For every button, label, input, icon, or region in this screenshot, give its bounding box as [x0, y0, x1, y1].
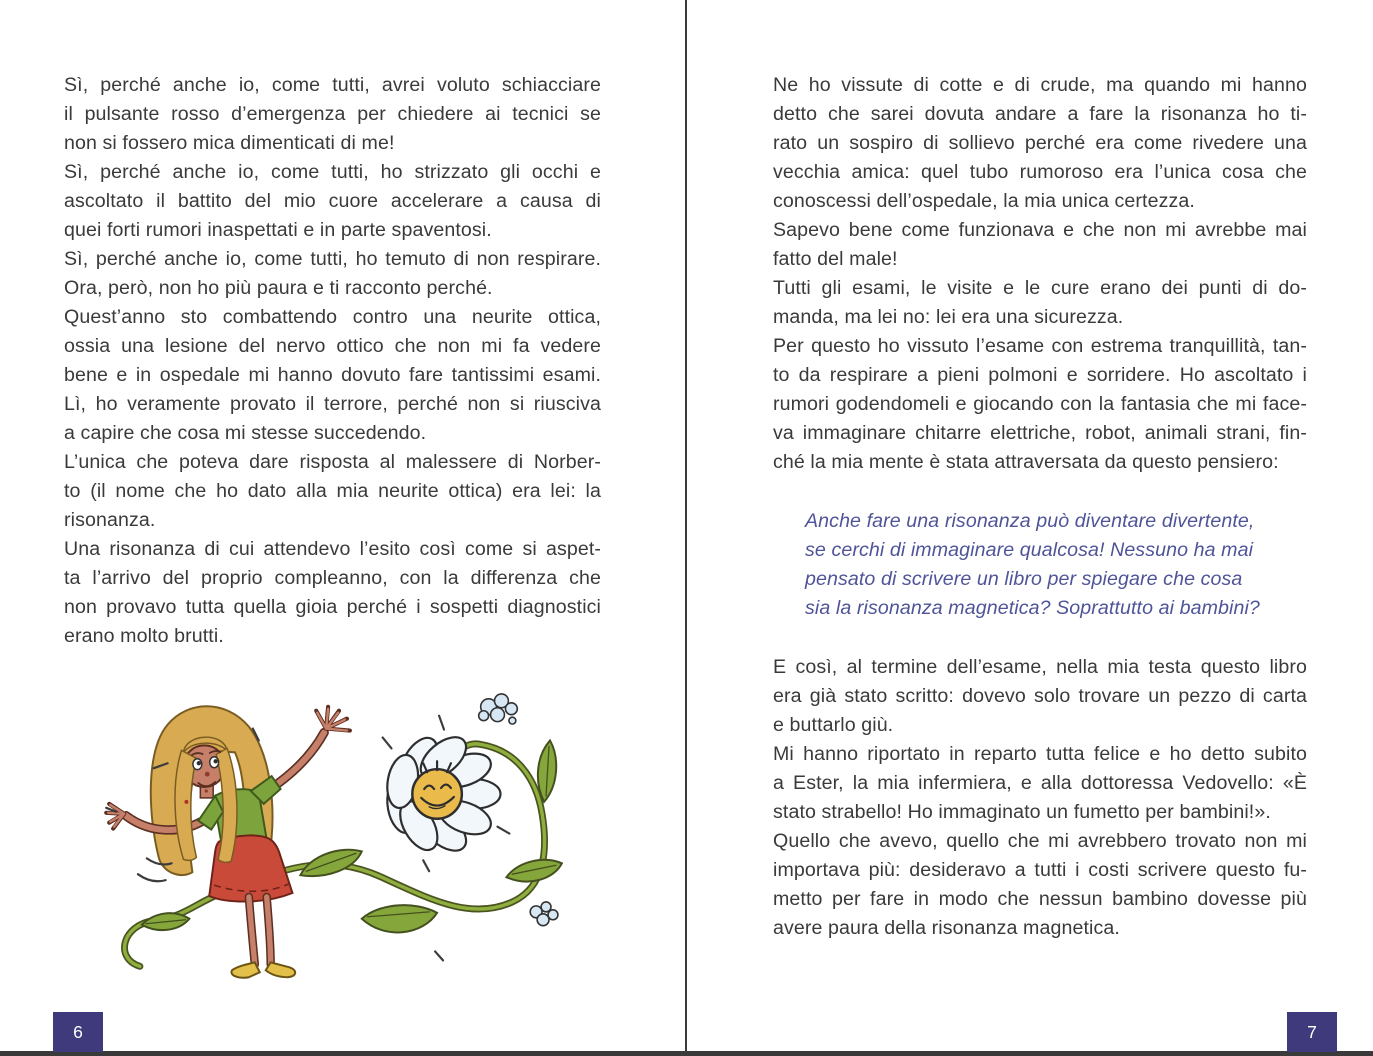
bottom-rule-line [0, 1051, 1373, 1056]
text-line: ossia una lesione del nervo ottico che non mi fa vedere [64, 335, 601, 357]
text-line: Per questo ho vissuto l’esame con estrema tranquillità, tan- [773, 335, 1307, 357]
text-line: Ora, però, non ho più paura e ti racconto perché. [64, 277, 493, 299]
text-line: ché la mia mente è stata attraversata da questo pensiero: [773, 451, 1279, 473]
text-line: e buttarlo giù. [773, 714, 894, 736]
text-line: a Ester, la mia infermiera, e alla dottoressa Vedovello: «È [773, 772, 1307, 794]
text-line: Tutti gli esami, le visite e le cure erano dei punti di do- [773, 277, 1307, 299]
text-line: avere paura della risonanza magnetica. [773, 917, 1120, 939]
text-line: manda, ma lei no: lei era una sicurezza. [773, 306, 1124, 328]
illustration-girl-daisy [100, 683, 580, 1000]
text-line: il pulsante rosso d’emergenza per chiedere ai tecnici se [64, 103, 601, 125]
text-line: non si fossero mica dimenticati di me! [64, 132, 395, 154]
text-line: conoscessi dell’ospedale, la mia unica certezza. [773, 190, 1195, 212]
text-line: Mi hanno riportato in reparto tutta felice e ho detto subito [773, 743, 1307, 765]
text-line: Sì, perché anche io, come tutti, avrei voluto schiacciare [64, 74, 601, 96]
text-line: ta l’arrivo del proprio compleanno, con la differenza che [64, 567, 601, 589]
text-line: metto per fare in modo che nessun bambino dovesse più [773, 888, 1307, 910]
text-line: L’unica che poteva dare risposta al malessere di Norber- [64, 451, 601, 473]
text-line: detto che sarei dovuta andare a fare la risonanza ho ti- [773, 103, 1307, 125]
text-line: Sì, perché anche io, come tutti, ho strizzato gli occhi e [64, 161, 601, 183]
text-line: erano molto brutti. [64, 625, 224, 647]
quote-block [805, 507, 1265, 623]
text-line: va immaginare chitarre elettriche, robot, animali strani, fin- [773, 422, 1307, 444]
cloud-puff-icon [530, 902, 558, 926]
page-7-text [773, 71, 1307, 943]
text-line: bene e in ospedale mi hanno dovuto fare tantissimi esami. [64, 364, 601, 386]
text-line: Quello che avevo, quello che mi avrebbero trovato non mi [773, 830, 1307, 852]
text-line: E così, al termine dell’esame, nella mia testa questo libro [773, 656, 1307, 678]
center-divider-line [685, 0, 687, 1052]
text-line: stato strabello! Ho immaginato un fumetto per bambini!». [773, 801, 1271, 823]
text-line: pensato di scrivere un libro per spiegare che cosa [805, 568, 1243, 590]
text-line: risonanza. [64, 509, 156, 531]
text-line: sia la risonanza magnetica? Soprattutto ai bambini? [805, 597, 1260, 619]
text-line: fatto del male! [773, 248, 898, 270]
text-line: non provavo tutta quella gioia perché i sospetti diagnostici [64, 596, 601, 618]
text-line: rato un sospiro di sollievo perché era come rivedere una [773, 132, 1307, 154]
daisy-flower-icon [383, 729, 500, 858]
text-line: era già stato scritto: dovevo solo trovare un pezzo di carta [773, 685, 1307, 707]
text-line: quei forti rumori inaspettati e in parte spaventosi. [64, 219, 492, 241]
text-line: se cerchi di immaginare qualcosa! Nessuno ha mai [805, 539, 1254, 561]
page-7-paragraphs-top [773, 71, 1307, 477]
page-7-paragraphs-bottom [773, 653, 1307, 943]
text-line: Sì, perché anche io, come tutti, ho temuto di non respirare. [64, 248, 601, 270]
page-number-7: 7 [1287, 1012, 1337, 1052]
text-line: vecchia amica: quel tubo rumoroso era l’unica cosa che [773, 161, 1307, 183]
text-line: importava più: desideravo a tutti i costi scrivere questo fu- [773, 859, 1307, 881]
cloud-puff-icon [479, 694, 518, 724]
text-line: Quest’anno sto combattendo contro una neurite ottica, [64, 306, 601, 328]
text-line: to (il nome che ho dato alla mia neurite ottica) era lei: la [64, 480, 601, 502]
text-line: Anche fare una risonanza può diventare divertente, [805, 510, 1255, 532]
text-line: to da respirare a pieni polmoni e sorridere. Ho ascoltato i [773, 364, 1307, 386]
page-number-6: 6 [53, 1012, 103, 1052]
text-line: rumori godendomeli e giocando con la fantasia che mi face- [773, 393, 1307, 415]
text-line: Sapevo bene come funzionava e che non mi avrebbe mai [773, 219, 1307, 241]
text-line: Ne ho vissute di cotte e di crude, ma quando mi hanno [773, 74, 1307, 96]
text-line: a capire che cosa mi stesse succedendo. [64, 422, 427, 444]
text-line: Lì, ho veramente provato il terrore, perché non si riusciva [64, 393, 601, 415]
text-line: Una risonanza di cui attendevo l’esito così come si aspet- [64, 538, 601, 560]
page-6-text [64, 71, 601, 651]
text-line: ascoltato il battito del mio cuore accelerare a causa di [64, 190, 601, 212]
girl-figure [106, 706, 350, 977]
